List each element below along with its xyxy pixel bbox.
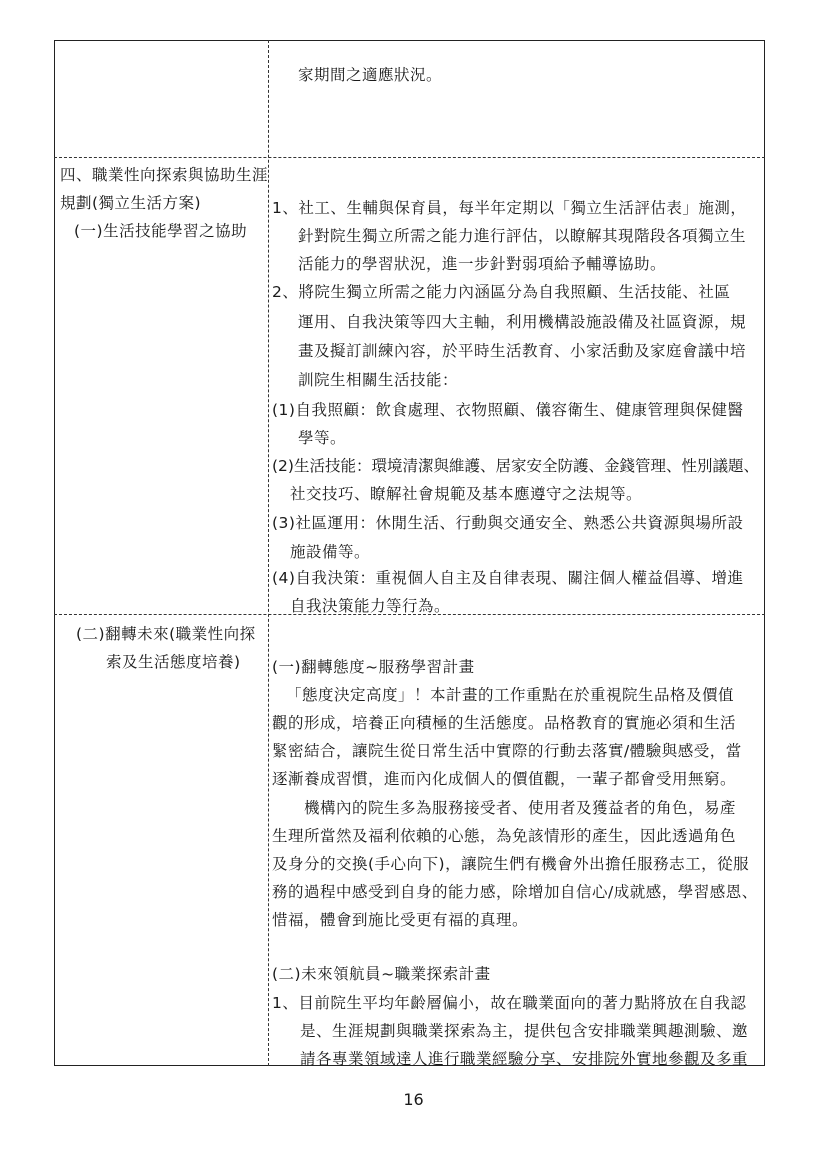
plan1-para2-line: 惜福，體會到施比受更有福的真理。 (272, 911, 529, 929)
plan2-item1-line: 是、生涯規劃與職業探索為主，提供包含安排職業興趣測驗、邀 (300, 1022, 749, 1040)
item2-line: 2、將院生獨立所需之能力內涵區分為自我照顧、生活技能、社區 (272, 283, 731, 301)
column-divider (268, 40, 269, 1066)
page-number: 16 (403, 1090, 424, 1109)
sub-item-2-line1: (2)生活技能：環境清潔與維護、居家安全防護、金錢管理、性別議題、 (272, 457, 759, 475)
subsection-2-title-line1: (二)翻轉未來(職業性向探 (76, 625, 256, 643)
sub-item-3-line2: 施設備等。 (290, 543, 371, 561)
plan2-title: (二)未來領航員~職業探索計畫 (272, 965, 491, 983)
sub-item-1-line2: 學等。 (298, 429, 347, 447)
plan1-para2-line: 務的過程中感受到自身的能力感，除增加自信心/成就感，學習感恩、 (272, 883, 758, 901)
plan1-title: (一)翻轉態度~服務學習計畫 (272, 658, 475, 676)
plan1-para1-line: 逐漸養成習慣，進而內化成個人的價值觀，一輩子都會受用無窮。 (272, 770, 737, 788)
plan1-para1-line: 緊密結合，讓院生從日常生活中實際的行動去落實/體驗與感受，當 (272, 742, 742, 760)
plan1-para1-line: 觀的形成，培養正向積極的生活態度。品格教育的實施必須和生活 (272, 714, 737, 732)
plan2-item1-line: 請各專業領域達人進行職業經驗分享、安排院外實地參觀及多重 (300, 1050, 749, 1068)
sub-item-4-line1: (4)自我決策：重視個人自主及自律表現、關注個人權益倡導、增進 (272, 569, 744, 587)
plan1-para2-line: 機構內的院生多為服務接受者、使用者及獲益者的角色，易產 (304, 799, 737, 817)
sub-item-2-line2: 社交技巧、瞭解社會規範及基本應遵守之法規等。 (290, 485, 643, 503)
row-divider-1 (54, 157, 765, 158)
plan1-para2-line: 生理所當然及福利依賴的心態，為免該情形的產生，因此透過角色 (272, 827, 737, 845)
continued-text: 家期間之適應狀況。 (298, 66, 443, 84)
sub-item-3-line1: (3)社區運用：休閒生活、行動與交通安全、熟悉公共資源與場所設 (272, 514, 744, 532)
plan2-item1-line: 1、目前院生平均年齡層偏小，故在職業面向的著力點將放在自我認 (272, 994, 747, 1012)
item2-line: 運用、自我決策等四大主軸，利用機構設施設備及社區資源，規 (298, 313, 747, 331)
item2-line: 畫及擬訂訓練內容，於平時生活教育、小家活動及家庭會議中培 (298, 342, 747, 360)
item1-line: 活能力的學習狀況，進一步針對弱項給予輔導協助。 (298, 255, 667, 273)
item1-line: 針對院生獨立所需之能力進行評估，以瞭解其現階段各項獨立生 (298, 227, 747, 245)
subsection-1-title: (一)生活技能學習之協助 (74, 222, 248, 240)
sub-item-4-line2: 自我決策能力等行為。 (290, 597, 451, 615)
section-4-title-line1: 四、職業性向探索與協助生涯 (60, 166, 269, 184)
item2-line: 訓院生相關生活技能： (298, 371, 459, 389)
section-4-title-line2: 規劃(獨立生活方案) (60, 194, 202, 212)
sub-item-1-line1: (1)自我照顧：飲食處理、衣物照顧、儀容衛生、健康管理與保健醫 (272, 401, 744, 419)
subsection-2-title-line2: 索及生活態度培養) (106, 653, 241, 671)
plan1-para1-line: 「態度決定高度」！本計畫的工作重點在於重視院生品格及價值 (286, 686, 735, 704)
plan1-para2-line: 及身分的交換(手心向下)，讓院生們有機會外出擔任服務志工，從服 (272, 855, 750, 873)
item1-line: 1、社工、生輔與保育員，每半年定期以「獨立生活評估表」施測， (272, 199, 747, 217)
